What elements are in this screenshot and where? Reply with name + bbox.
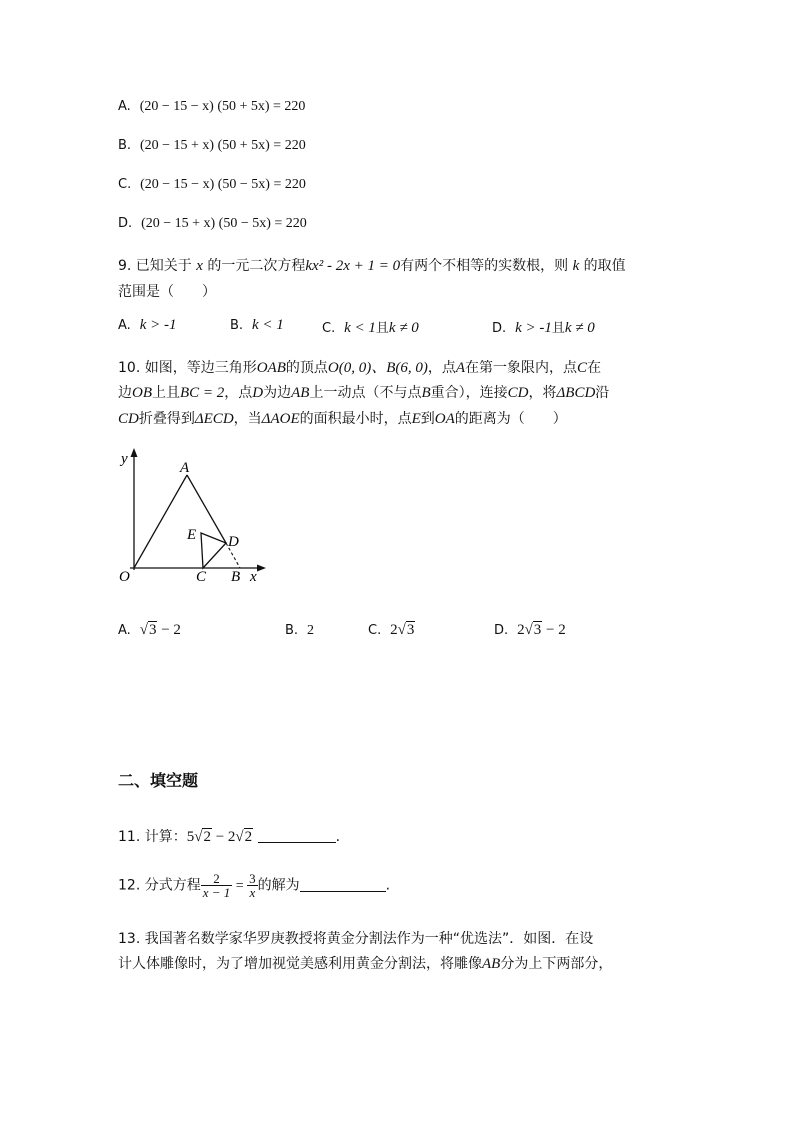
q11: 11. 计算：5√2 − 2√2 .	[118, 829, 341, 845]
q11-answer-blank[interactable]	[258, 828, 336, 843]
label-x: x	[250, 569, 257, 585]
q12-answer-blank[interactable]	[300, 877, 386, 892]
label-b: B	[231, 569, 241, 585]
q9-option-b: B. k < 1	[230, 317, 284, 333]
q9-stem-line1: 9. 已知关于 x 的一元二次方程kx² - 2x + 1 = 0有两个不相等的实数根，则 k 的取值	[118, 258, 626, 274]
q9-option-d: D. k > -1且k ≠ 0	[492, 320, 595, 336]
triangle-ecd	[201, 533, 226, 568]
q12-fraction-right: $\frac{3}{x}$	[249, 871, 256, 900]
q8-option-c: C. (20 − 15 − x) (50 − 5x) = 220	[118, 177, 306, 192]
q8-option-a: A. (20 − 15 − x) (50 + 5x) = 220	[118, 99, 306, 114]
q13-line1: 13. 我国著名数学家华罗庚教授将黄金分割法作为一种“优选法”．如图．在设	[118, 931, 594, 947]
q8-option-b: B. (20 − 15 + x) (50 + 5x) = 220	[118, 138, 306, 153]
segment-oa	[134, 475, 187, 568]
section-title: 二、填空题	[118, 771, 199, 790]
q13-line2: 计人体雕像时，为了增加视觉美感利用黄金分割法，将雕像AB分为上下两部分，	[118, 956, 613, 972]
q10-option-a: A. √3 − 2	[118, 622, 181, 638]
q9-option-a: A. k > -1	[118, 317, 177, 333]
label-c: C	[196, 569, 207, 585]
q9-option-c: C. k < 1且k ≠ 0	[322, 320, 419, 336]
q12: 12. 分式方程 $\frac{2}{x - 1}$ = $\frac{3}{x}$ 的解为 .	[118, 871, 391, 900]
q10-option-b: B. 2	[285, 623, 314, 638]
x-axis-arrow	[257, 565, 266, 572]
label-d: D	[228, 534, 239, 550]
label-y: y	[121, 451, 128, 467]
q10-stem-line3: CD折叠得到ΔECD，当ΔAOE的面积最小时，点E到OA的距离为（ ）	[118, 411, 567, 427]
q8-option-d-expr: (20 − 15 + x) (50 − 5x) = 220	[141, 216, 307, 231]
label-o: O	[119, 569, 130, 585]
q8-option-b-expr: (20 − 15 + x) (50 + 5x) = 220	[139, 138, 306, 153]
q8-option-c-expr: (20 − 15 − x) (50 − 5x) = 220	[140, 177, 306, 192]
label-a: A	[180, 460, 190, 476]
q8-option-a-expr: (20 − 15 − x) (50 + 5x) = 220	[139, 99, 306, 114]
q10-option-c: C. 2√3	[368, 622, 415, 638]
q12-fraction-left: $\frac{2}{x - 1}$	[202, 871, 231, 900]
y-axis-arrow	[131, 448, 138, 457]
q10-stem-line1: 10. 如图，等边三角形OAB的顶点O(0, 0)、B(6, 0)，点A在第一象限内，点C在	[118, 360, 602, 376]
q8-option-d: D. (20 − 15 + x) (50 − 5x) = 220	[118, 216, 307, 231]
label-e: E	[187, 527, 197, 543]
q10-figure	[110, 445, 270, 590]
q9-stem-line2: 范围是（ ）	[118, 284, 216, 300]
q10-stem-line2: 边OB上且BC = 2，点D为边AB上一动点（不与点B重合），连接CD，将ΔBCD沿	[118, 385, 610, 401]
q9-equation: kx² - 2x + 1 = 0	[305, 258, 401, 274]
q10-option-d: D. 2√3 − 2	[494, 622, 566, 638]
